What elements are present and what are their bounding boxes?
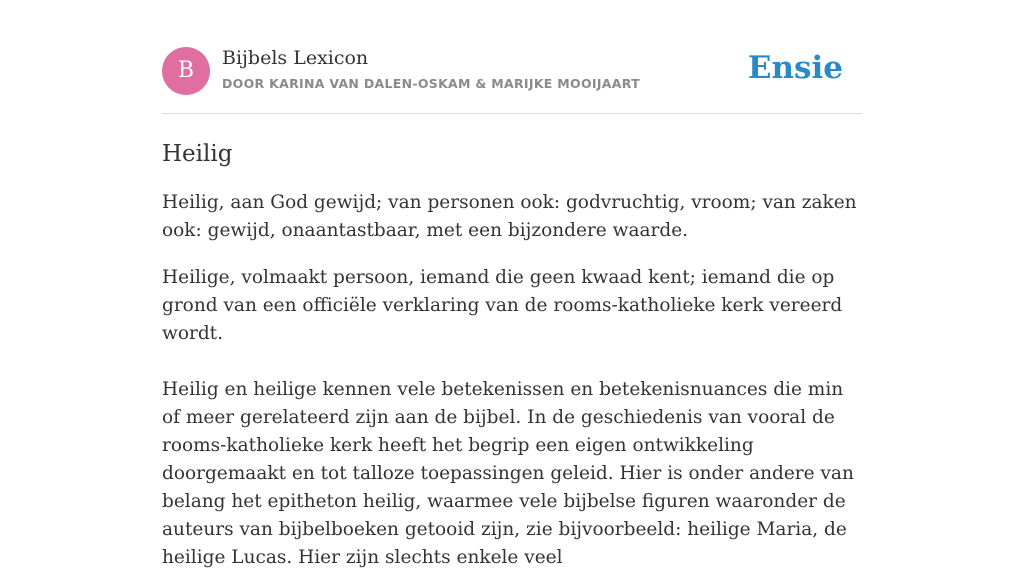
header-divider (162, 113, 862, 114)
entry-title: Heilig (162, 141, 233, 167)
entry-paragraph-1: Heilig, aan God gewijd; van personen ook: godvruchtig, vroom; van zaken ook: gewijd, onaantastbaar, met een bijzondere waarde. (162, 192, 857, 241)
book-avatar[interactable]: B (162, 47, 210, 95)
ensie-logo[interactable]: Ensie (747, 50, 843, 86)
page-header (162, 47, 862, 95)
book-title-link[interactable]: Bijbels Lexicon (222, 47, 369, 69)
entry-paragraph-2: Heilige, volmaakt persoon, iemand die geen kwaad kent; iemand die op grond van een officiële verklaring van de rooms-katholieke kerk vereerd wordt. (162, 267, 843, 344)
authors-byline: DOOR KARINA VAN DALEN-OSKAM & MARIJKE MOOIJAART (222, 76, 640, 91)
entry-paragraph-3: Heilig en heilige kennen vele betekenissen en betekenisnuances die min of meer gerelateerd zijn aan de bijbel. In de geschiedenis van vooral de rooms-katholieke kerk heeft het begrip een eigen ontwikkeling doorgemaakt en tot talloze toepassingen geleid. Hier is onder andere van belang het epitheton heilig, waarmee vele bijbelse figuren waaronder de auteurs van bijbelboeken getooid zijn, zie bijvoorbeeld: heilige Maria, de heilige Lucas. Hier zijn slechts enkele veel (162, 379, 854, 568)
lexicon-page (162, 0, 862, 572)
